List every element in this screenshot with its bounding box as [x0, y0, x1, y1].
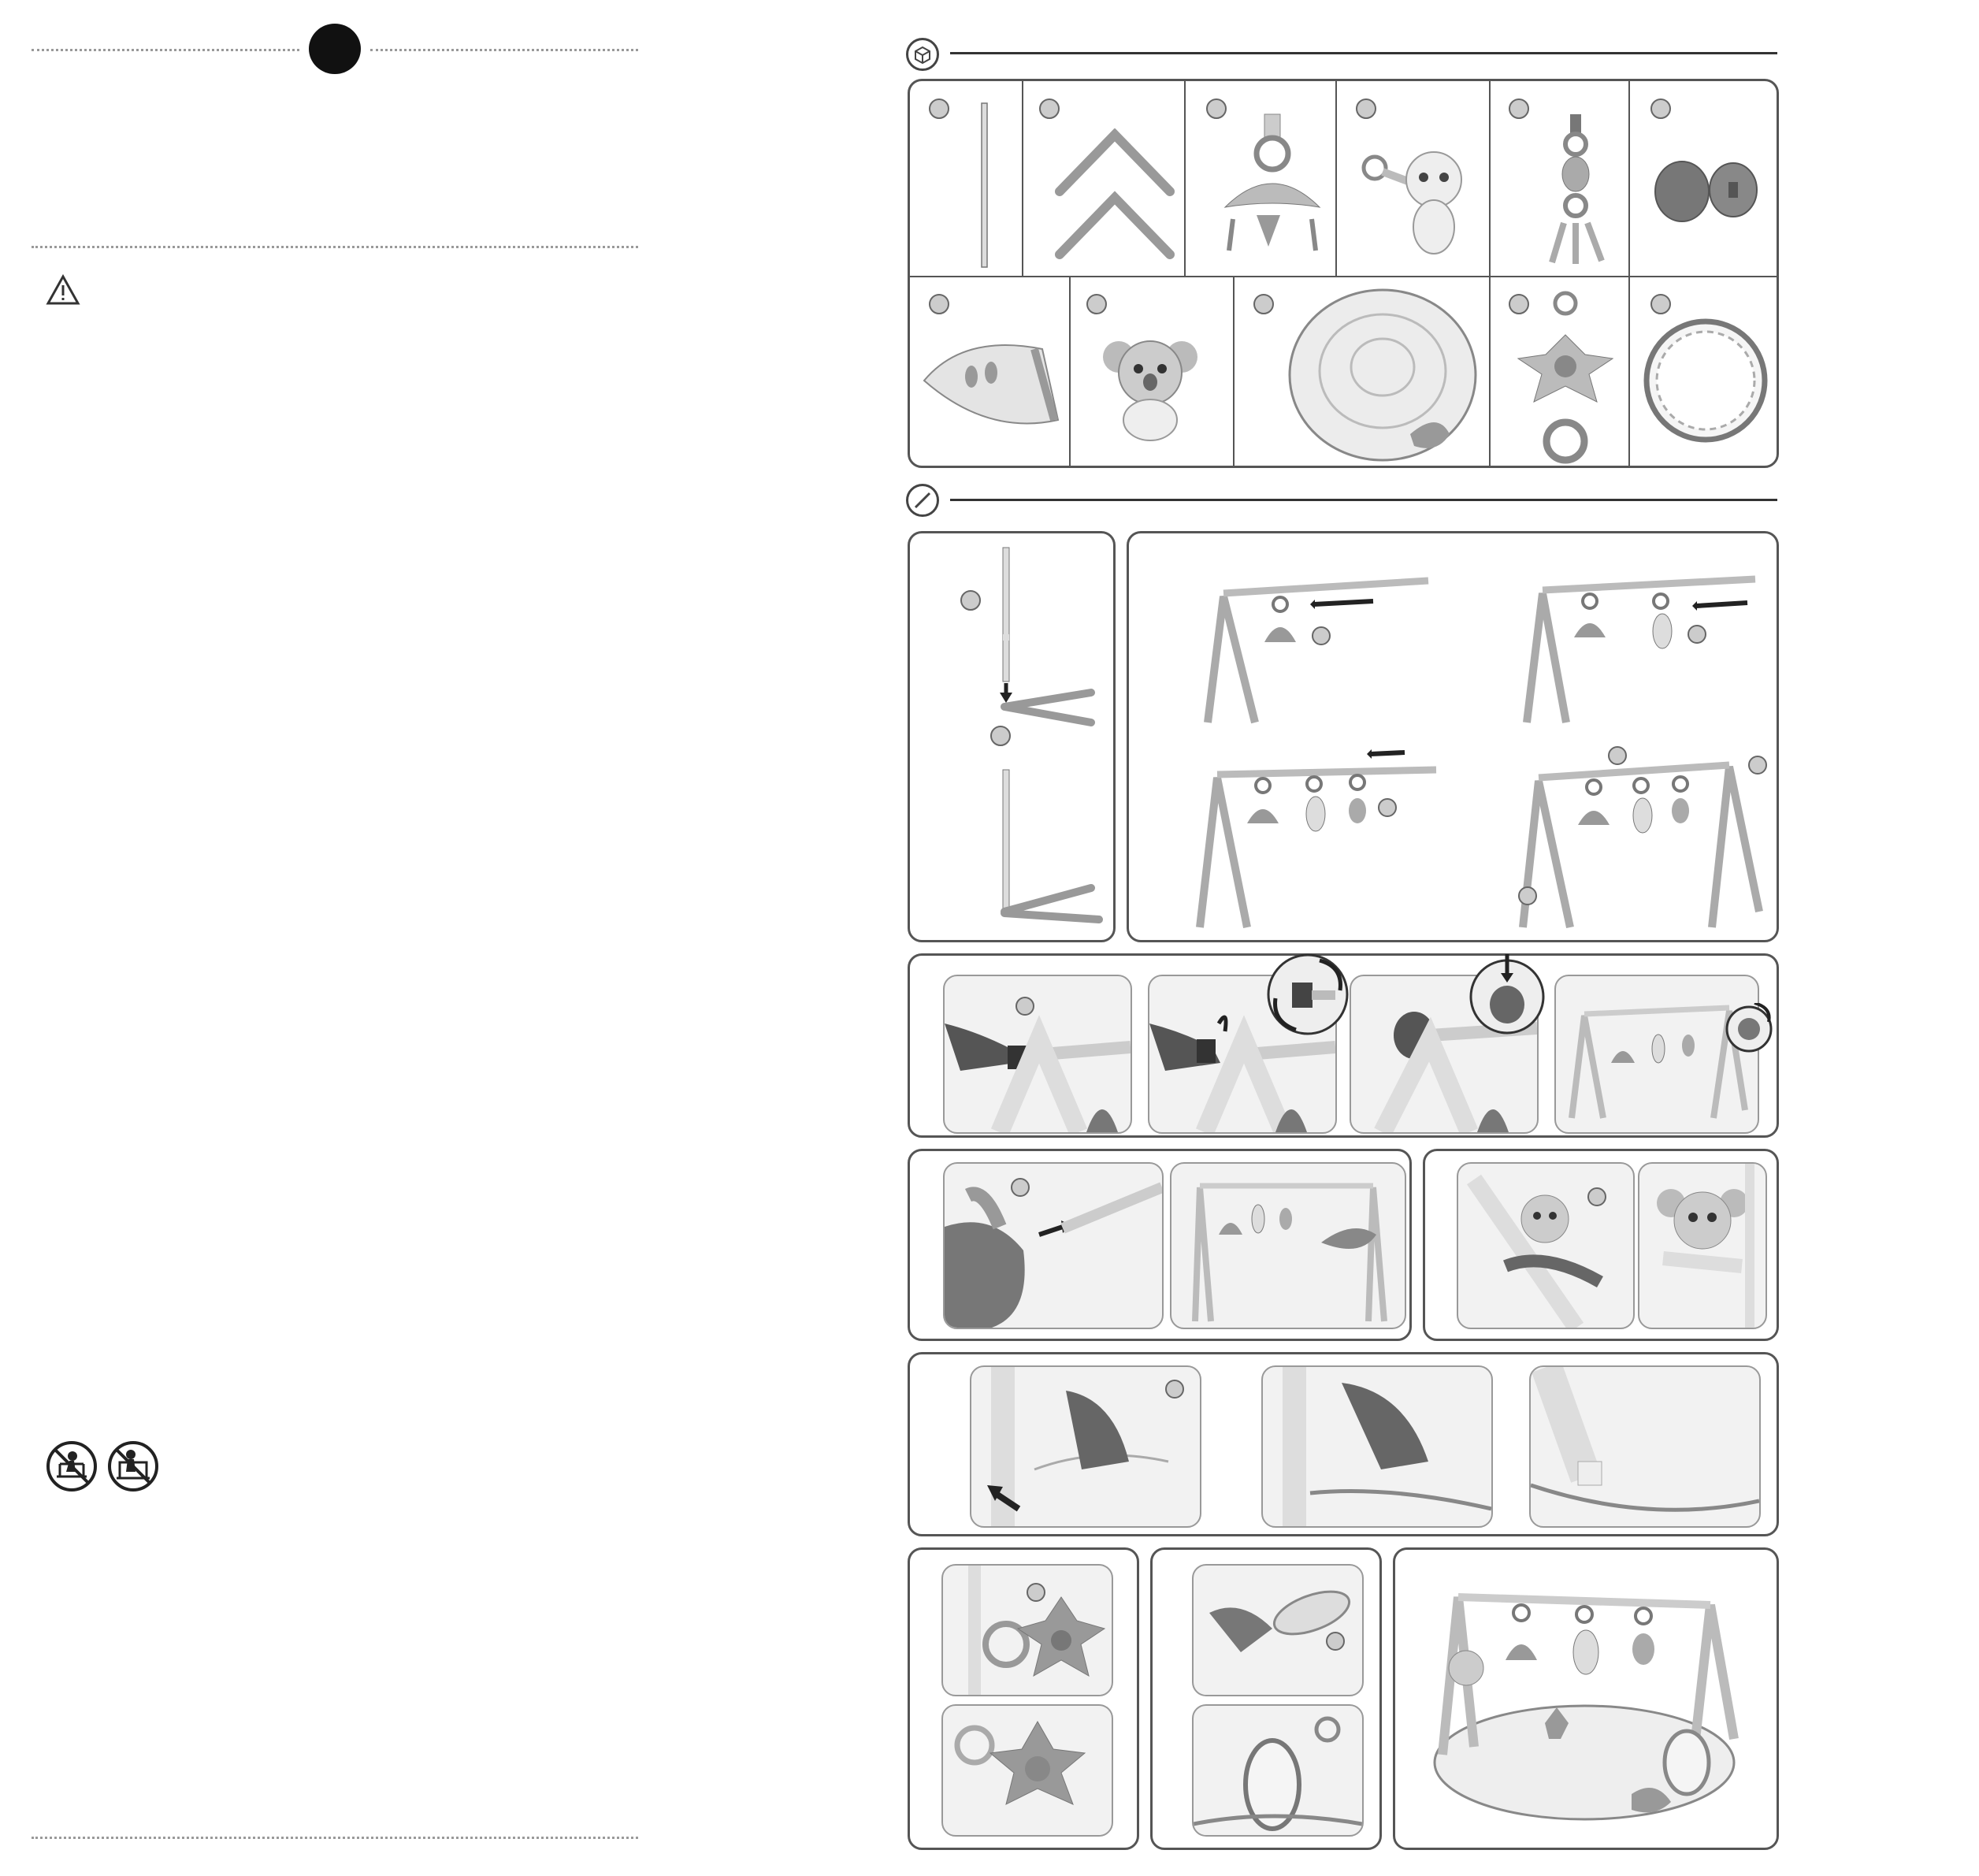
flower-teether-toy [1510, 288, 1621, 465]
step-attach-flower [908, 1547, 1139, 1850]
part-badge [1356, 98, 1376, 119]
row-divider [910, 276, 1777, 277]
cell-divider [1022, 81, 1023, 276]
koala-photo-2 [1638, 1162, 1767, 1329]
part-badge [1086, 294, 1107, 314]
cell-divider [1335, 81, 1337, 276]
no-climbing-icon [46, 1440, 98, 1492]
part-badge [990, 726, 1011, 746]
step-leg-assembly [908, 531, 1116, 942]
end-caps [1647, 144, 1765, 231]
koala-photo-1 [1457, 1162, 1635, 1329]
mat-photo-3 [1529, 1365, 1761, 1528]
parts-contents-panel [908, 79, 1779, 468]
box-contents-icon [906, 38, 939, 71]
assembled-leg-illustration [957, 762, 1115, 943]
end-cap-press-detail [1468, 951, 1546, 1038]
end-cap-final-detail [1723, 1003, 1775, 1055]
end-cap-rotate-detail [1264, 951, 1351, 1038]
cell-divider [1233, 276, 1235, 466]
end-cap-photo-1 [943, 975, 1132, 1134]
part-badge [1650, 98, 1671, 119]
gym-frame-step-a [1192, 549, 1452, 730]
warning-triangle-icon [46, 274, 80, 306]
assembled-gym-illustration [1427, 1581, 1750, 1833]
a-frame-legs [1052, 128, 1178, 262]
step-attach-end-caps [908, 953, 1779, 1138]
koala-toy [1091, 325, 1217, 444]
rattle-chain-toy [1532, 113, 1619, 270]
mat-photo-2 [1261, 1365, 1493, 1528]
cell-divider [1489, 276, 1491, 466]
assembly-header-rule [950, 499, 1777, 501]
tool-icon [906, 484, 939, 517]
mirror-photo-2 [1192, 1704, 1364, 1837]
mat-photo-1 [970, 1365, 1201, 1528]
no-standing-in-gym-icon [107, 1440, 159, 1492]
contents-header-rule [950, 52, 1777, 54]
upright-pole-illustration [957, 541, 1115, 730]
final-assembled-gym [1393, 1547, 1779, 1850]
leaf-pillow-photo-1 [943, 1162, 1164, 1329]
leaf-pillow-photo-2 [1170, 1162, 1406, 1329]
gym-frame-step-b [1519, 549, 1779, 730]
section-divider [32, 246, 638, 248]
flower-photo-1 [941, 1564, 1113, 1696]
part-badge [929, 294, 949, 314]
part-badge [1039, 98, 1060, 119]
sloth-toy [1351, 136, 1485, 262]
flower-photo-2 [941, 1704, 1113, 1837]
part-badge [1509, 98, 1529, 119]
cell-divider [1628, 81, 1630, 276]
cell-divider [1069, 276, 1071, 466]
step-attach-leaf-pillow [908, 1149, 1412, 1341]
mirror-photo-1 [1192, 1564, 1364, 1696]
step-attach-koala [1423, 1149, 1779, 1341]
leaf-pillow [916, 333, 1066, 436]
leaf-mobile-toy [1209, 113, 1335, 270]
step-hang-toys [1127, 531, 1779, 942]
language-badge [309, 24, 361, 74]
part-badge [1650, 294, 1671, 314]
cell-divider [1489, 81, 1491, 276]
upright-pole [973, 97, 997, 270]
cell-divider [1184, 81, 1186, 276]
bottom-divider [32, 1837, 638, 1839]
step-attach-play-mat [908, 1352, 1779, 1536]
top-divider-right [370, 49, 638, 51]
part-badge [929, 98, 949, 119]
gym-frame-step-d [1507, 738, 1775, 935]
round-play-mat [1280, 284, 1485, 466]
mirror [1643, 318, 1769, 444]
gym-frame-step-c [1184, 738, 1452, 935]
step-attach-mirror [1150, 1547, 1382, 1850]
cell-divider [1628, 276, 1630, 466]
part-badge [1253, 294, 1274, 314]
top-divider-left [32, 49, 299, 51]
